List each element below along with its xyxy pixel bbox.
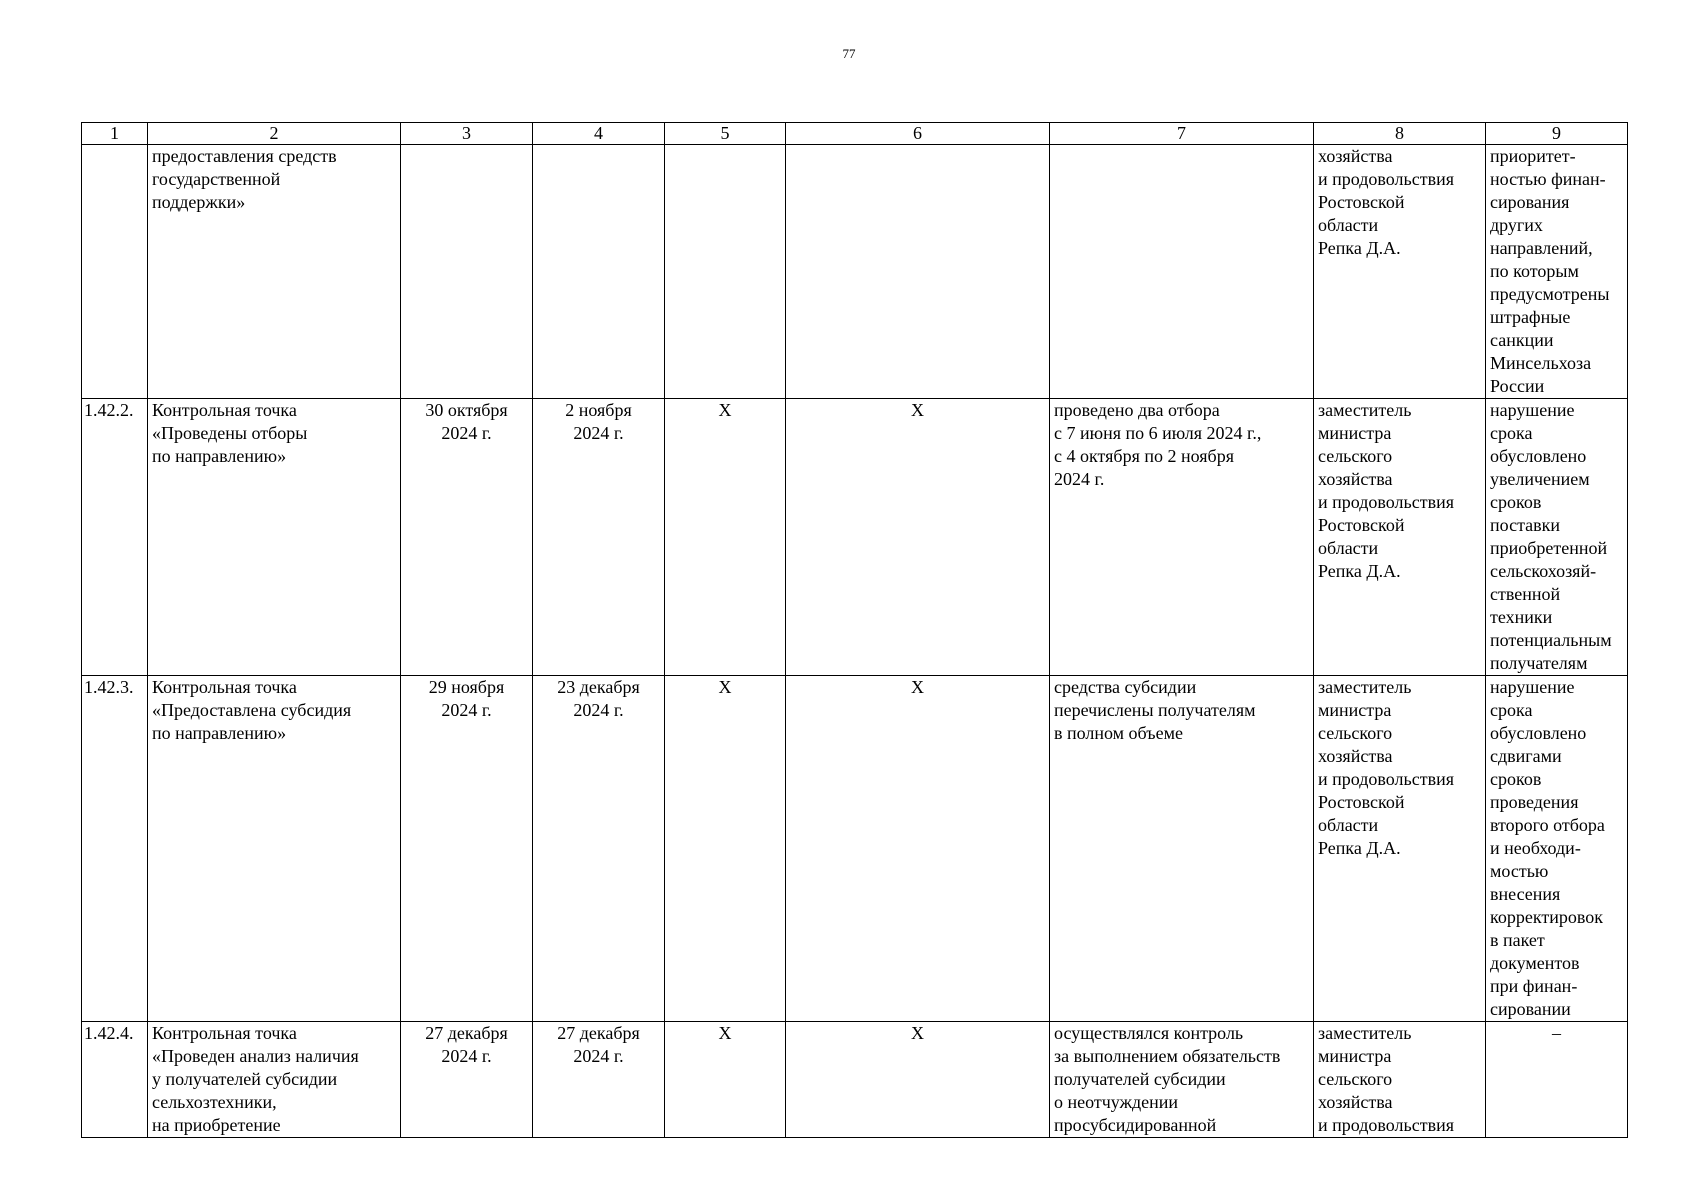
comment-text: нарушение срока обусловлено сдвигами сроков проведения второго отбора и необходи- мостью внесения корректировок в пакет документов при финан- сировании [1486, 676, 1628, 1022]
actual-date [533, 145, 665, 399]
column-5-value [665, 145, 786, 399]
event-name: предоставления средств государственной поддержки» [148, 145, 401, 399]
responsible-person: хозяйства и продовольствия Ростовской области Репка Д.А. [1314, 145, 1486, 399]
event-name: Контрольная точка «Проведен анализ наличия у получателей субсидии сельхозтехники, на приобретение [148, 1022, 401, 1138]
column-5-value: Х [665, 399, 786, 676]
table-row [82, 676, 1628, 1022]
actual-date: 2 ноября 2024 г. [533, 399, 665, 676]
column-header: 3 [401, 123, 533, 145]
column-header: 2 [148, 123, 401, 145]
page-number: 77 [842, 46, 856, 61]
column-header: 6 [786, 123, 1050, 145]
column-header: 9 [1486, 123, 1628, 145]
row-number: 1.42.2. [82, 399, 148, 676]
column-6-value: Х [786, 676, 1050, 1022]
result-text [1050, 145, 1314, 399]
comment-text: – [1486, 1022, 1628, 1138]
column-header: 7 [1050, 123, 1314, 145]
planned-date: 29 ноября 2024 г. [401, 676, 533, 1022]
comment-text: приоритет- ностью финан- сирования других направлений, по которым предусмотрены штрафные санкции Минсельхоза России [1486, 145, 1628, 399]
column-header: 4 [533, 123, 665, 145]
column-6-value: Х [786, 399, 1050, 676]
planned-date [401, 145, 533, 399]
planned-date: 30 октября 2024 г. [401, 399, 533, 676]
column-header: 5 [665, 123, 786, 145]
table-row [82, 145, 1628, 399]
report-table [81, 122, 1628, 1138]
actual-date: 23 декабря 2024 г. [533, 676, 665, 1022]
event-name: Контрольная точка «Проведены отборы по направлению» [148, 399, 401, 676]
responsible-person: заместитель министра сельского хозяйства и продовольствия Ростовской области Репка Д.А. [1314, 676, 1486, 1022]
header-row [82, 123, 1628, 145]
planned-date: 27 декабря 2024 г. [401, 1022, 533, 1138]
result-text: проведено два отбора с 7 июня по 6 июля 2024 г., с 4 октября по 2 ноября 2024 г. [1050, 399, 1314, 676]
result-text: средства субсидии перечислены получателям в полном объеме [1050, 676, 1314, 1022]
column-5-value: Х [665, 676, 786, 1022]
table-row [82, 1022, 1628, 1138]
column-6-value [786, 145, 1050, 399]
result-text: осуществлялся контроль за выполнением обязательств получателей субсидии о неотчуждении просубсидированной [1050, 1022, 1314, 1138]
comment-text: нарушение срока обусловлено увеличением сроков поставки приобретенной сельскохозяй- ственной техники потенциальным получателям [1486, 399, 1628, 676]
responsible-person: заместитель министра сельского хозяйства и продовольствия [1314, 1022, 1486, 1138]
event-name: Контрольная точка «Предоставлена субсидия по направлению» [148, 676, 401, 1022]
table-row [82, 399, 1628, 676]
responsible-person: заместитель министра сельского хозяйства и продовольствия Ростовской области Репка Д.А. [1314, 399, 1486, 676]
row-number: 1.42.3. [82, 676, 148, 1022]
column-6-value: Х [786, 1022, 1050, 1138]
column-5-value: Х [665, 1022, 786, 1138]
column-header: 1 [82, 123, 148, 145]
row-number [82, 145, 148, 399]
column-header: 8 [1314, 123, 1486, 145]
actual-date: 27 декабря 2024 г. [533, 1022, 665, 1138]
row-number: 1.42.4. [82, 1022, 148, 1138]
